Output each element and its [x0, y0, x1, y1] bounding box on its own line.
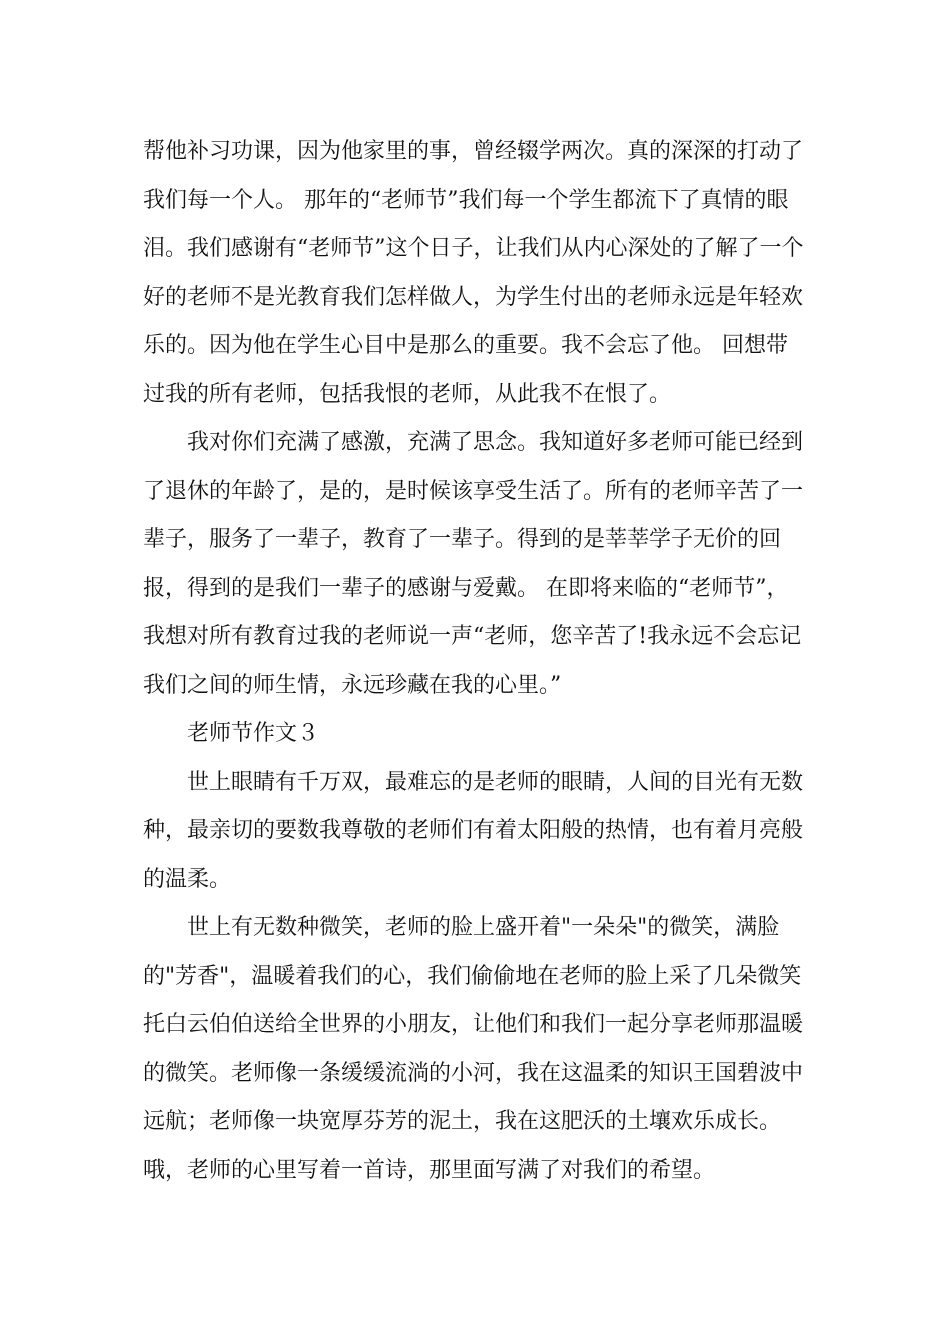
paragraph-1: 帮他补习功课，因为他家里的事，曾经辍学两次。真的深深的打动了我们每一个人。 那年的“老师节”我们每一个学生都流下了真情的眼泪。我们感谢有“老师节”这个日子，让我们从内心深处的了解了一个好的老师不是光教育我们怎样做人，为学生付出的老师永远是年轻欢乐的。因为他在学生心目中是那么的重要。我不会忘了他。 回想带过我的所有老师，包括我恨的老师，从此我不在恨了。: [143, 139, 804, 407]
document-body: [143, 128, 808, 1195]
paragraph-2: 我对你们充满了感激，充满了思念。我知道好多老师可能已经到了退休的年龄了，是的，是时候该享受生活了。所有的老师辛苦了一辈子，服务了一辈子，教育了一辈子。得到的是莘莘学子无价的回报，得到的是我们一辈子的感谢与爱戴。 在即将来临的“老师节”，我想对所有教育过我的老师说一声“老师，您辛苦了!我永远不会忘记我们之间的师生情，永远珍藏在我的心里。”: [143, 430, 804, 698]
section-heading: 老师节作文３: [187, 721, 320, 746]
paragraph-4: 世上有无数种微笑，老师的脸上盛开着"一朵朵"的微笑，满脸的"芳香"，温暖着我们的心，我们偷偷地在老师的脸上采了几朵微笑托白云伯伯送给全世界的小朋友，让他们和我们一起分享老师那温暖的微笑。老师像一条缓缓流淌的小河，我在这温柔的知识王国碧波中远航；老师像一块宽厚芬芳的泥土，我在这肥沃的土壤欢乐成长。哦，老师的心里写着一首诗，那里面写满了对我们的希望。: [143, 915, 804, 1183]
paragraph-3: 世上眼睛有千万双，最难忘的是老师的眼睛，人间的目光有无数种，最亲切的要数我尊敬的老师们有着太阳般的热情，也有着月亮般的温柔。: [143, 769, 804, 892]
